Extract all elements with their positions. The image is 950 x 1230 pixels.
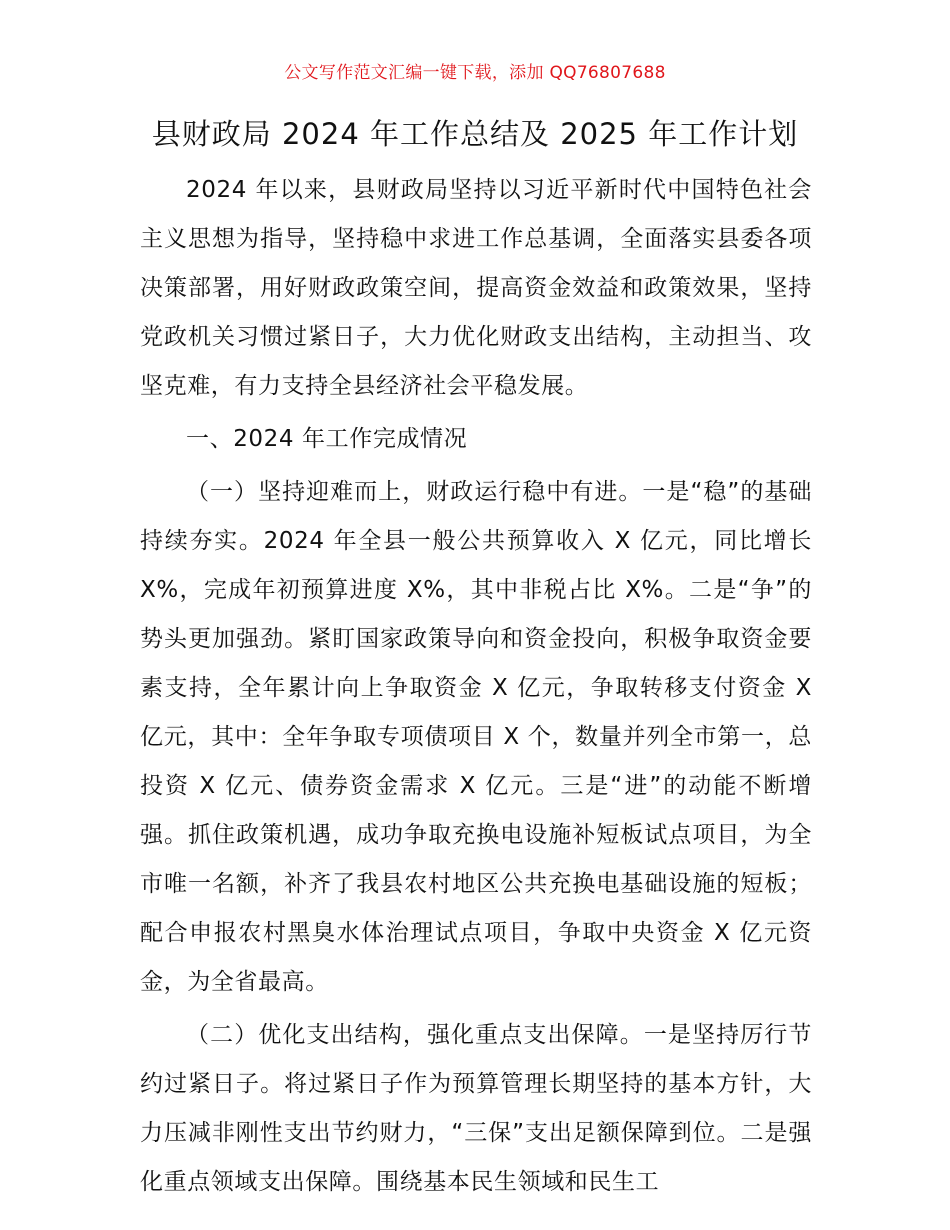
document-body: [140, 166, 812, 1207]
paragraph-fiscal-operation: （一）坚持迎难而上，财政运行稳中有进。一是“稳”的基础持续夯实。2024 年全县一般公共预算收入 X 亿元，同比增长 X%，完成年初预算进度 X%，其中非税占比 X%。二是“争”的势头更加强劲。紧盯国家政策导向和资金投向，积极争取资金要素支持，全年累计向上争取资金 X 亿元，争取转移支付资金 X 亿元，其中：全年争取专项债项目 X 个，数量并列全市第一，总投资 X 亿元、债券资金需求 X 亿元。三是“进”的动能不断增强。抓住政策机遇，成功争取充换电设施补短板试点项目，为全市唯一名额，补齐了我县农村地区公共充换电基础设施的短板；配合申报农村黑臭水体治理试点项目，争取中央资金 X 亿元资金，为全省最高。: [140, 479, 812, 995]
section-heading: 一、2024 年工作完成情况: [186, 426, 468, 452]
document-title: 县财政局 2024 年工作总结及 2025 年工作计划: [151, 117, 799, 151]
paragraph-expenditure-structure: （二）优化支出结构，强化重点支出保障。一是坚持厉行节约过紧日子。将过紧日子作为预算管理长期坚持的基本方针，大力压减非刚性支出节约财力，“三保”支出足额保障到位。二是强化重点领域支出保障。围绕基本民生领域和民生工: [140, 1022, 812, 1195]
download-notice: 公文写作范文汇编一键下载，添加 QQ76807688: [284, 63, 666, 83]
intro-paragraph: 2024 年以来，县财政局坚持以习近平新时代中国特色社会主义思想为指导，坚持稳中求进工作总基调，全面落实县委各项决策部署，用好财政政策空间，提高资金效益和政策效果，坚持党政机关习惯过紧日子，大力优化财政支出结构，主动担当、攻坚克难，有力支持全县经济社会平稳发展。: [140, 177, 812, 399]
